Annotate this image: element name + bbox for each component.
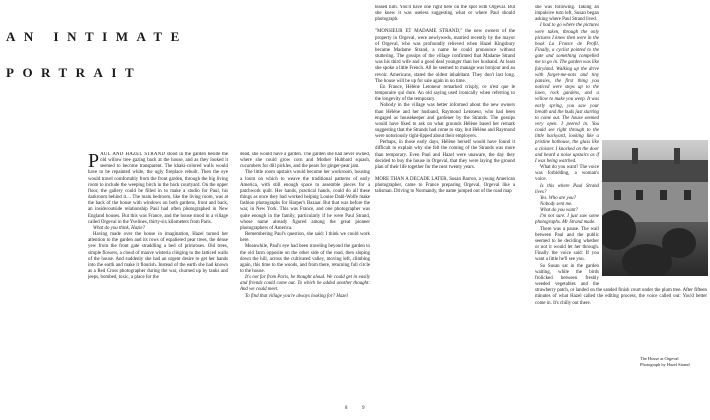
paragraph: teased him. You'll have one right here on the spot with Orgeval. But she knew it was useless suggesting what or where Paul should photograph. bbox=[375, 5, 515, 23]
photo-window bbox=[660, 190, 667, 200]
lead-in: AUL AND HAZEL STRAND bbox=[100, 152, 166, 157]
photo-window bbox=[636, 190, 643, 200]
paragraph-text: stood in the garden beside the old willow tree gazing back at the house, and as they looked it seemed to become transparent. The khaki-colored walls would have to be repainted white, the ugly fireplace rebuilt. Then the eye would travel comfortably from the front garden, through the big living room to include the weeping birch in the back courtyard. On the upper floor, the gallery could be filled in to make a studio for Paul, his darkroom behind it.... The main bedroom, like the living room, was at the back of the house with windows on both gardens, front and back, an inside/outside relationship Paul had often photographed in New England houses. But this was France, and the house stood in a village called Orgeval in the Yvelines, thirty-six kilometers from Paris. bbox=[88, 152, 228, 225]
text-column-2 bbox=[240, 152, 370, 414]
paragraph: Nobody in the village was better informed about the new owners than Hélène and her husband, Raymond Letoneur, who had been engaged as housekeeper and gardener by the Strands. The gossips would have liked to ask on what grounds Hélène based her remark suggesting that the Strands had come to stay, but Hélène and Raymond were notoriously tight-lipped about their employers. bbox=[375, 103, 515, 140]
paragraph: dead, she would have a garden. The garden she had never owned, where she could grow corn and Mother Hubbard squash, cucumbers for dill pickles, and the pears for ginger-pear jam. bbox=[240, 152, 370, 170]
paragraph: It's not far from Paris, he thought aloud. We could get in easily and friends could come out. To which he added another thought: And we could meet. bbox=[240, 275, 370, 293]
paragraph: What do you want? bbox=[540, 208, 578, 214]
text-column-1 bbox=[88, 152, 228, 414]
house-photograph bbox=[602, 140, 708, 276]
paragraph: Yes. Who are you? bbox=[540, 195, 577, 201]
paragraph: "MONSIEUR ET MADAME STRAND," the new owners of the property in Orgeval, were newlyweds, married recently by the mayor of Orgeval, who was profoundly relieved when Hazel Kingsbury became Madame Strand, a name he could pronounce without stuttering. The gossips of the village confirmed that Madame Strand was his third wife and a good deal younger than her husband. At least she spoke a little French. All he seemed to manage was bonjour and au revoir. Americans, stated the oldest inhabitant. They don't last long. The house will be up for sale again in no time. bbox=[375, 29, 515, 84]
paragraph: There was a pause. The wall between Paul and the public seemed to be deciding whether or not it would let her through. Finally the voice said: If you want a little he'll see you. bbox=[535, 226, 599, 263]
photo-bush bbox=[622, 244, 672, 276]
drop-cap: P bbox=[88, 152, 100, 172]
paragraph: So Susan sat in the garden waiting, while the birds frolicked between freshly weeded vegetables and the strawberry patch, or landed on the sanded finish court under the plum tree. After fifteen minutes of what Hazel called the editing process, the voice called out: You'd better come in. It's chilly out there. bbox=[535, 263, 707, 306]
paragraph: I had to go where the pictures were taken, through the only pictures I knew then were in the book La France de Profil. Finally, a cyclist pointed to the gate and something compelled me to go in. The garden was like fairyland. Walking up the drive with forget-me-nots and tiny pansies, the first thing you noticed were steps up to the lawn, rock gardens, and a willow to make you weep. It was early spring, you saw your breath and the buds just starting to come out. The house seemed very open. I peered in. You could see right through to the little backyard, looking like a pristine hothouse, the glass like a cloister. I knocked on the door and heard a noise upstairs as if I was being watched. bbox=[535, 23, 599, 164]
paragraph: En France, Hélène Letoneur remarked crisply, ce n'est que le temporaire qui dure. An old saying used ironically when referring to the longevity of the temporary. bbox=[375, 84, 515, 103]
paragraph: Perhaps, in those early days, Hélène herself would have found it difficult to explain why she felt the coming of the Strands was more than temporary. Even Paul and Hazel were unaware, the day they decided to buy the house in Orgeval, that they were laying the ground plan of their life together for the next twenty years. bbox=[375, 140, 515, 170]
page-number-left: 8 bbox=[345, 406, 348, 411]
paragraph: The little room upstairs would become her workroom, housing a loom on which to weave the traditional patterns of early America, with still enough space to assemble pieces for a patchwork quilt. Her hands, practical hands, could do all these things as once they had worked helping Louise Dahl-Wolfe make fashion photographs for Harper's Bazaar. But that was before the war, in New York. This was France, and one photographer was quite enough in the family, particularly if he were Paul Strand, whose name already figured among the great pioneer photographers of America. bbox=[240, 170, 370, 231]
paragraph: she was following. Taking an impulsive turn left, Susan began asking where Paul Strand lived. bbox=[535, 5, 599, 23]
paragraph: MORE THAN A DECADE LATER, Susan Barron, a young American photographer, came to France preparing Orgeval, Orgeval like a talisman. Driving to Normandy, the name jumped out of the road map bbox=[375, 177, 515, 195]
paragraph: What do you want? The voice was forbidding, a woman's voice. bbox=[535, 165, 599, 183]
page-number-right: 9 bbox=[362, 406, 365, 411]
photo-caption bbox=[640, 356, 710, 367]
photo-roof bbox=[602, 160, 708, 182]
paragraph: Having made over the house in imagination, Hazel turned her attention to the garden and its rows of espaliered pear trees, the dense yew from the front gate straddling a bed of primroses. Old trees, simple flowers, a cloud of mauve wisteria clinging to the latticed walls of the house. And suddenly she had an urgent desire to get her hands into the earth and make it flourish. Instead of the earth she had known as a Red Cross photographer during the war, churned up by tanks and jeeps, bombed, toxic, a place for the bbox=[88, 232, 228, 281]
paragraph: Is this where Paul Strand lives? bbox=[535, 183, 599, 195]
paragraph bbox=[88, 152, 228, 226]
photo-window bbox=[684, 190, 691, 200]
photo-window bbox=[614, 190, 621, 200]
title-line-2: PORTRAIT bbox=[6, 65, 143, 80]
photo-chimney bbox=[632, 148, 638, 164]
caption-line: The House at Orgeval bbox=[640, 356, 679, 361]
paragraph: What do you think, Hazie? bbox=[93, 225, 146, 231]
title-line-1: AN INTIMATE bbox=[6, 29, 188, 44]
paragraph: Remembering Paul's question, she said: I think we could work here. bbox=[240, 232, 370, 244]
photo-chimney bbox=[674, 148, 680, 164]
text-column-3 bbox=[375, 5, 515, 415]
paragraph: Meanwhile, Paul's eye had been traveling beyond the garden to the old farm opposite on the other side of the road, then sloping down the hill, across the cultivated valley, moving left, climbing again, this time to the woods, and from there, returning full circle to the house. bbox=[240, 244, 370, 274]
paragraph: I'm not sure. I just saw some photographs. Mr Strand made. bbox=[535, 214, 599, 226]
paragraph: Nobody sent me. bbox=[540, 202, 573, 207]
caption-line: Photograph by Hazel Strand bbox=[640, 361, 690, 367]
paragraph: To find that village you're always looking for? Hazel bbox=[245, 293, 348, 299]
